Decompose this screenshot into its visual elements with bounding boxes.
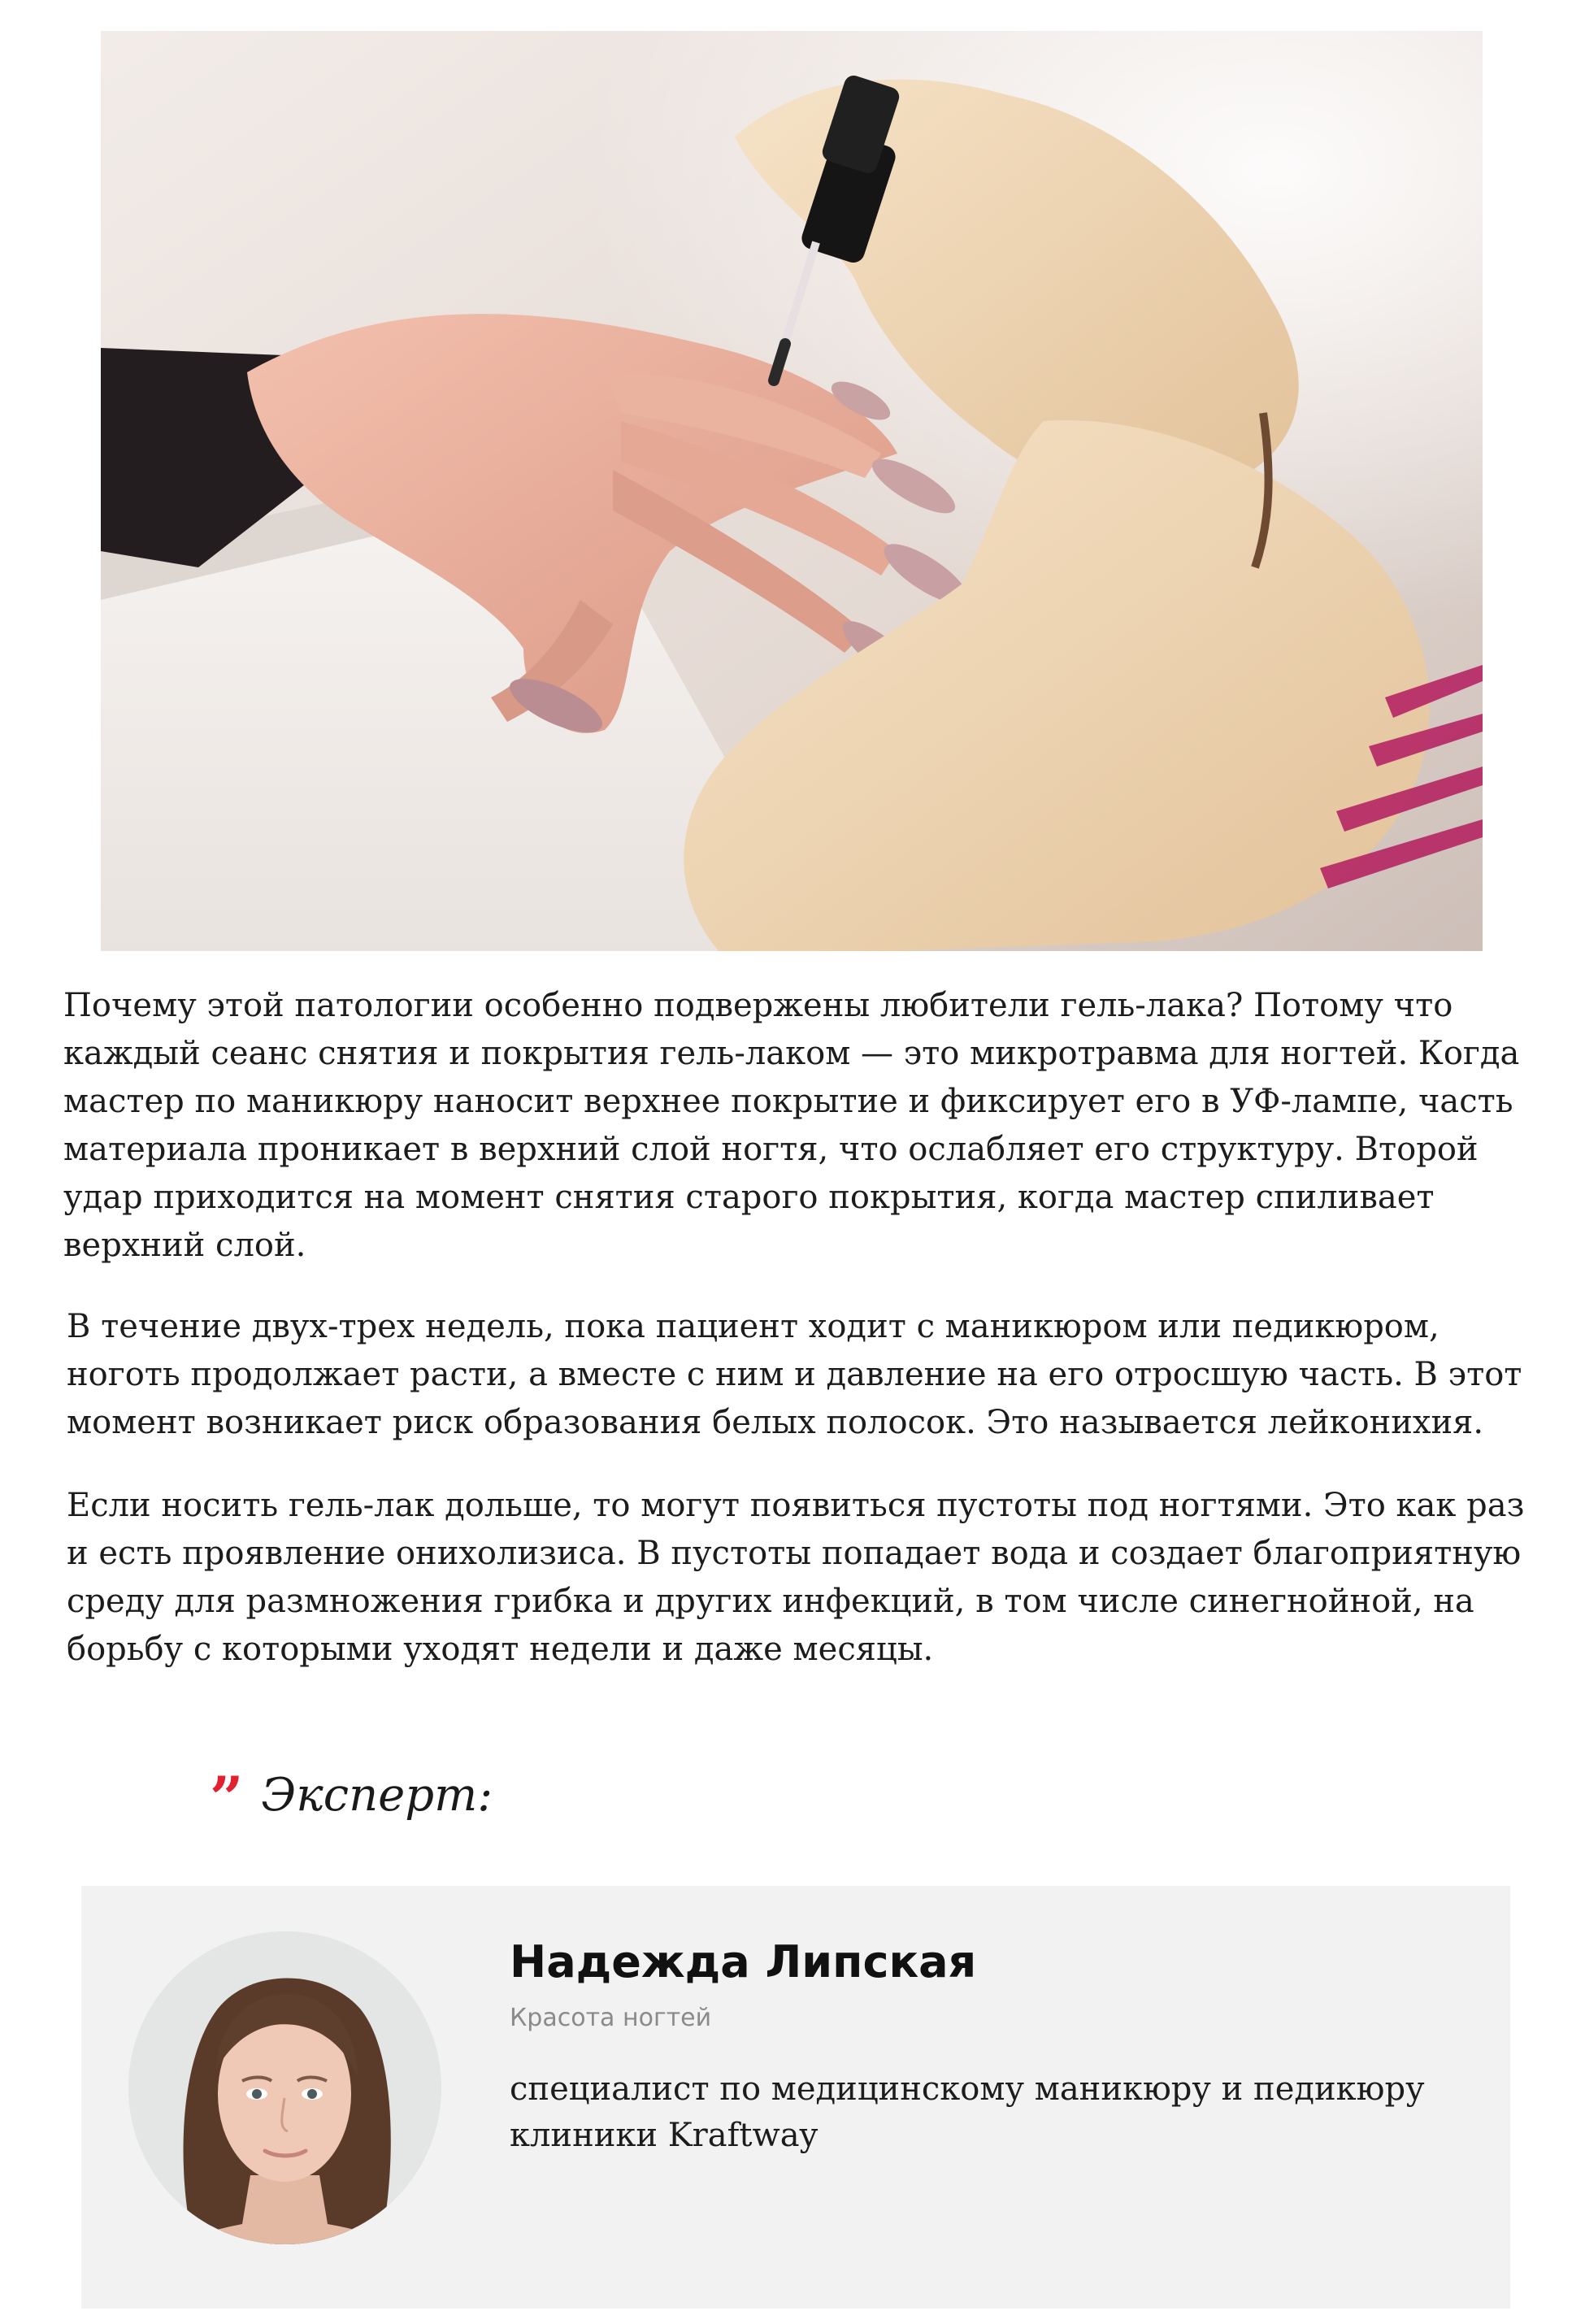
manicure-photo <box>101 31 1483 951</box>
expert-card <box>81 1886 1510 2309</box>
article-paragraph-3: Если носить гель-лак дольше, то могут появиться пустоты под ногтями. Это как раз и есть проявление онихолизиса. В пустоты попадает вода и создает благоприятную среду для размножения грибка и других инфекций, в том числе синегнойной, на борьбу с которыми уходят недели и даже месяцы. <box>67 1487 1525 1668</box>
article-paragraph-2: В течение двух-трех недель, пока пациент ходит с маникюром или педикюром, ноготь продолжает расти, а вместе с ним и давление на его отросшую часть. В этот момент возникает риск образования белых полосок. Это называется лейконихия. <box>67 1308 1522 1441</box>
quote-icon: ” <box>210 1763 244 1832</box>
article-hero-image <box>101 31 1483 951</box>
expert-heading <box>210 1762 493 1832</box>
expert-name: Надежда Липская <box>510 1936 977 1987</box>
expert-avatar <box>128 1931 441 2244</box>
expert-heading-label: Эксперт: <box>261 1768 493 1822</box>
article-paragraph-1: Почему этой патологии особенно подвержены любители гель-лака? Потому что каждый сеанс снятия и покрытия гель-лаком — это микротравма для ногтей. Когда мастер по маникюру наносит верхнее покрытие и фиксирует его в УФ-лампе, часть материала проникает в верхний слой ногтя, что ослабляет его структуру. Второй удар приходится на момент снятия старого покрытия, когда мастер спиливает верхний слой. <box>63 987 1520 1264</box>
expert-photo <box>128 1931 441 2244</box>
expert-specialty: Красота ногтей <box>510 2004 712 2032</box>
expert-description: специалист по медицинскому маникюру и педикюру клиники Kraftway <box>510 2070 1425 2154</box>
